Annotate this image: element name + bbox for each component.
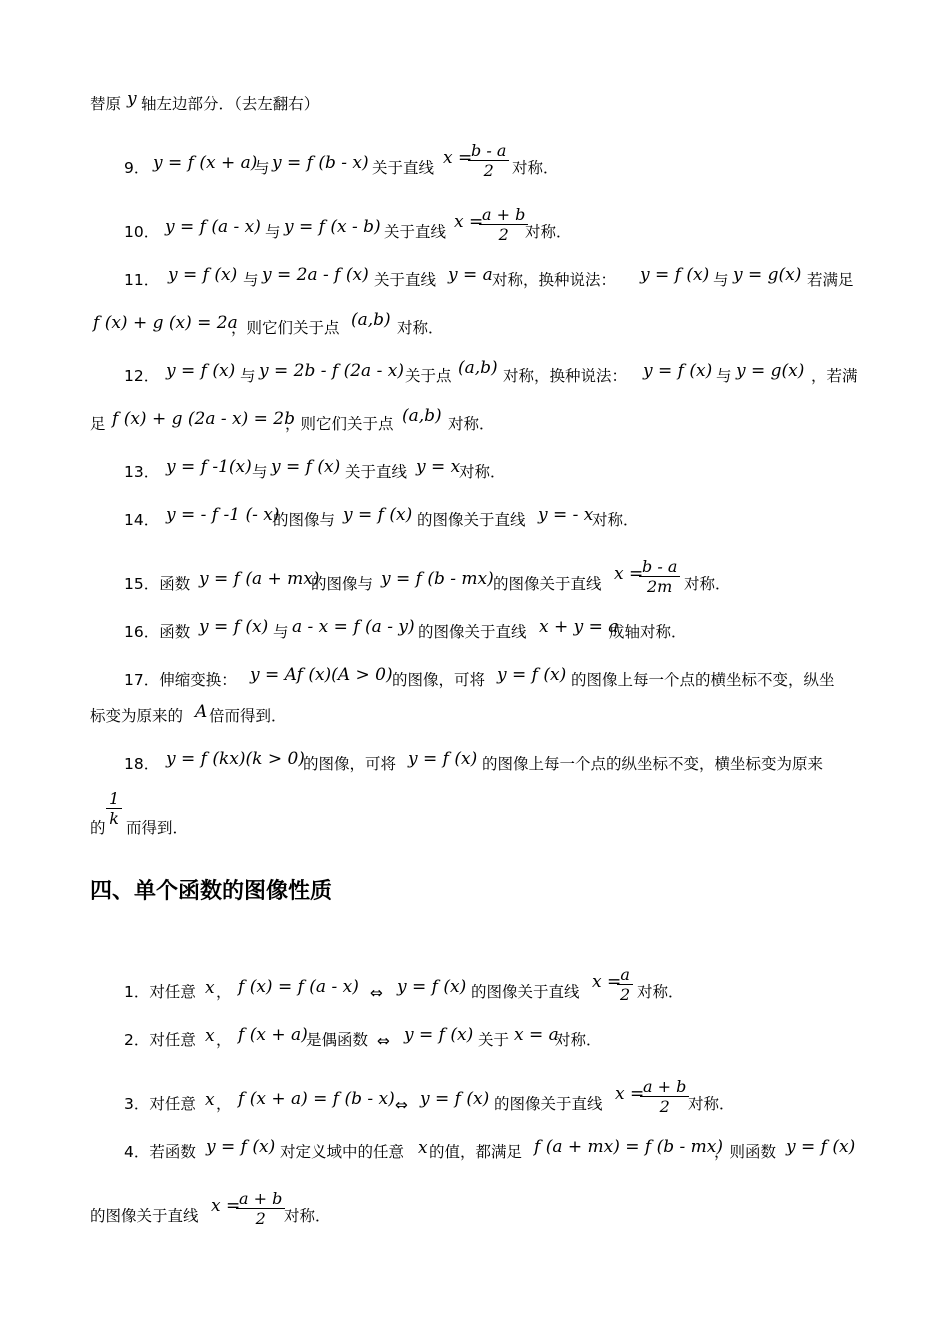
text: 的图像关于直线 [417, 511, 526, 529]
text: 的图像关于直线 [493, 575, 602, 593]
text: 的图像，可将 [392, 671, 486, 689]
formula: a - x = f (a - y) [292, 617, 415, 637]
text: 的图像上每一个点的纵坐标不变，横坐标变为原来 [482, 755, 824, 773]
rule-15 [0, 557, 950, 598]
text: ，若满 [811, 367, 858, 385]
item-number: 16．函数 [124, 623, 191, 641]
item-number: 10． [124, 223, 160, 241]
text: ，则它们关于点 [285, 415, 394, 433]
formula: y = x [416, 457, 461, 477]
text: 与 [240, 367, 256, 385]
formula: y = f (x) [408, 749, 478, 769]
item-number: 4．若函数 [124, 1143, 196, 1161]
formula: y = f (x - b) [284, 217, 381, 237]
rule-13 [0, 454, 950, 486]
formula: f (a + mx) = f (b - mx) [534, 1137, 724, 1157]
formula: (a,b) [402, 406, 442, 426]
text: 对称． [448, 415, 495, 433]
text: 对定义域中的任意 [280, 1143, 405, 1161]
text: 成轴对称． [609, 623, 687, 641]
text: 与 [273, 623, 289, 641]
item-number: 11． [124, 271, 160, 289]
text: 对称． [397, 319, 444, 337]
prop-4-cont [0, 1189, 950, 1230]
text: 关于直线 [384, 223, 447, 241]
text: 的图像关于直线 [471, 983, 580, 1001]
rule-14 [0, 502, 950, 534]
fraction: $\frac{b - a}{2}$ [468, 141, 509, 180]
intro-line [0, 86, 950, 118]
formula: y = f (x) [643, 361, 713, 381]
formula: x = [615, 1084, 645, 1104]
rule-11 [0, 262, 950, 294]
intro-text: 替原 [90, 95, 122, 113]
text: 的图像关于直线 [494, 1095, 603, 1113]
text: 足 [90, 415, 106, 433]
formula: x [205, 1090, 215, 1110]
text: 与 [252, 463, 268, 481]
formula: x + y = a [539, 617, 619, 637]
formula: f (x) = f (a - x) [238, 977, 359, 997]
formula: y = f (x) [199, 617, 269, 637]
formula: y = f (x) [640, 265, 710, 285]
formula: y = f (x) [271, 457, 341, 477]
rule-18-cont [0, 810, 950, 842]
fraction: $\frac{b - a}{2m}$ [639, 557, 680, 596]
item-number: 3．对任意 [124, 1095, 196, 1113]
formula: x [418, 1138, 428, 1158]
prop-3 [0, 1077, 950, 1118]
prop-4 [0, 1134, 950, 1166]
formula: y = f (a + mx) [199, 569, 320, 589]
rule-18 [0, 746, 950, 778]
formula: y = 2a - f (x) [262, 265, 369, 285]
iff-symbol: ⇔ [377, 1032, 390, 1050]
formula: y = f (x) [343, 505, 413, 525]
formula: y = f (x) [206, 1137, 276, 1157]
formula: y = f (x) [420, 1089, 490, 1109]
formula: f (x) + g (x) = 2a [93, 313, 238, 333]
text: 对称，换种说法： [492, 271, 617, 289]
formula: y = f (x) [166, 361, 236, 381]
fraction: $\frac{a + b}{2}$ [236, 1189, 285, 1228]
text: 是偶函数 [306, 1031, 369, 1049]
fraction: $\frac{a + b}{2}$ [640, 1077, 689, 1116]
fraction: $\frac{a}{2}$ [617, 965, 633, 1004]
text: 对称． [688, 1095, 735, 1113]
text: 的图像与 [273, 511, 336, 529]
text: 倍而得到． [209, 707, 287, 725]
rule-12 [0, 358, 950, 390]
formula: y = f (x) [168, 265, 238, 285]
iff-symbol: ⇔ [395, 1096, 408, 1114]
formula: y = g(x) [736, 361, 805, 381]
formula: y = g(x) [733, 265, 802, 285]
text: 若满足 [807, 271, 854, 289]
item-number: 13． [124, 463, 160, 481]
formula: x = [211, 1196, 241, 1216]
text: ， [216, 1031, 232, 1049]
formula: y = f (b - mx) [381, 569, 494, 589]
fraction: $\frac{1}{k}$ [106, 789, 122, 828]
formula: (a,b) [458, 358, 498, 378]
formula: f (x) + g (2a - x) = 2b [112, 409, 295, 429]
formula: y = f (b - x) [272, 153, 369, 173]
rule-9 [0, 141, 950, 182]
rule-17 [0, 662, 950, 694]
formula: y = f -1(x) [166, 457, 252, 477]
formula: y = f (x) [497, 665, 567, 685]
rule-16 [0, 614, 950, 646]
item-number: 2．对任意 [124, 1031, 196, 1049]
item-number: 9． [124, 159, 150, 177]
text: 关于直线 [345, 463, 408, 481]
rule-10 [0, 205, 950, 246]
formula: x = a [514, 1025, 559, 1045]
text: 对称． [284, 1207, 331, 1225]
text: 对称，换种说法： [503, 367, 628, 385]
text: ， [216, 983, 232, 1001]
text: 的图像关于直线 [418, 623, 527, 641]
prop-2 [0, 1022, 950, 1054]
item-number: 14． [124, 511, 160, 529]
var-y: y [127, 89, 137, 109]
formula: y = 2b - f (2a - x) [259, 361, 404, 381]
formula: x = [454, 212, 484, 232]
formula: x = [614, 564, 644, 584]
formula: (a,b) [351, 310, 391, 330]
formula: x [205, 978, 215, 998]
formula: A [195, 702, 208, 722]
formula: x = [443, 148, 473, 168]
text: 对称． [637, 983, 684, 1001]
formula: y = f (x) [404, 1025, 474, 1045]
item-number: 15．函数 [124, 575, 191, 593]
formula: y = - x [538, 505, 594, 525]
text: 的图像上每一个点的横坐标不变，纵坐 [571, 671, 835, 689]
text: 对称． [555, 1031, 602, 1049]
formula: y = - f -1 (- x) [166, 505, 280, 525]
iff-symbol: ⇔ [370, 984, 383, 1002]
text: 的图像，可将 [303, 755, 397, 773]
text: 关于直线 [372, 159, 435, 177]
item-number: 17．伸缩变换： [124, 671, 237, 689]
formula: f (x + a) = f (b - x) [238, 1089, 395, 1109]
text: ， [216, 1095, 232, 1113]
formula: y = f (a - x) [165, 217, 261, 237]
text: 对称． [512, 159, 559, 177]
formula: y = f (kx)(k > 0) [166, 749, 305, 769]
text: 关于 [478, 1031, 510, 1049]
item-number: 18． [124, 755, 160, 773]
text: 而得到． [126, 819, 189, 837]
text: 关于直线 [374, 271, 437, 289]
fraction: $\frac{a + b}{2}$ [479, 205, 528, 244]
text: 与 [265, 223, 281, 241]
rule-11-cont [0, 310, 950, 342]
formula: y = f (x) [397, 977, 467, 997]
prop-1 [0, 965, 950, 1006]
text: 的图像与 [311, 575, 374, 593]
text: 标变为原来的 [90, 707, 184, 725]
formula: y = f (x) [786, 1137, 856, 1157]
item-number: 1．对任意 [124, 983, 196, 1001]
formula: y = Af (x)(A > 0) [250, 665, 393, 685]
section-title: 四、单个函数的图像性质 [90, 879, 333, 904]
formula: x = [592, 972, 622, 992]
formula: x [205, 1026, 215, 1046]
intro-rest: 轴左边部分．（去左翻右） [141, 95, 320, 113]
rule-12-cont [0, 406, 950, 438]
text: ，则它们关于点 [231, 319, 340, 337]
text: 对称． [459, 463, 506, 481]
text: 的值，都满足 [429, 1143, 523, 1161]
text: 关于点 [405, 367, 452, 385]
text: 与 [243, 271, 259, 289]
text: 对称． [592, 511, 639, 529]
text: 与 [254, 159, 270, 177]
text: 与 [716, 367, 732, 385]
rule-17-cont [0, 698, 950, 730]
text: 的图像关于直线 [90, 1207, 199, 1225]
formula: y = a [448, 265, 493, 285]
text: 对称． [684, 575, 731, 593]
text: ，则函数 [714, 1143, 777, 1161]
text: 与 [713, 271, 729, 289]
text: 对称． [525, 223, 572, 241]
text: 的 [90, 819, 106, 837]
formula: y = f (x + a) [153, 153, 258, 173]
item-number: 12． [124, 367, 160, 385]
formula: f (x + a) [238, 1025, 308, 1045]
